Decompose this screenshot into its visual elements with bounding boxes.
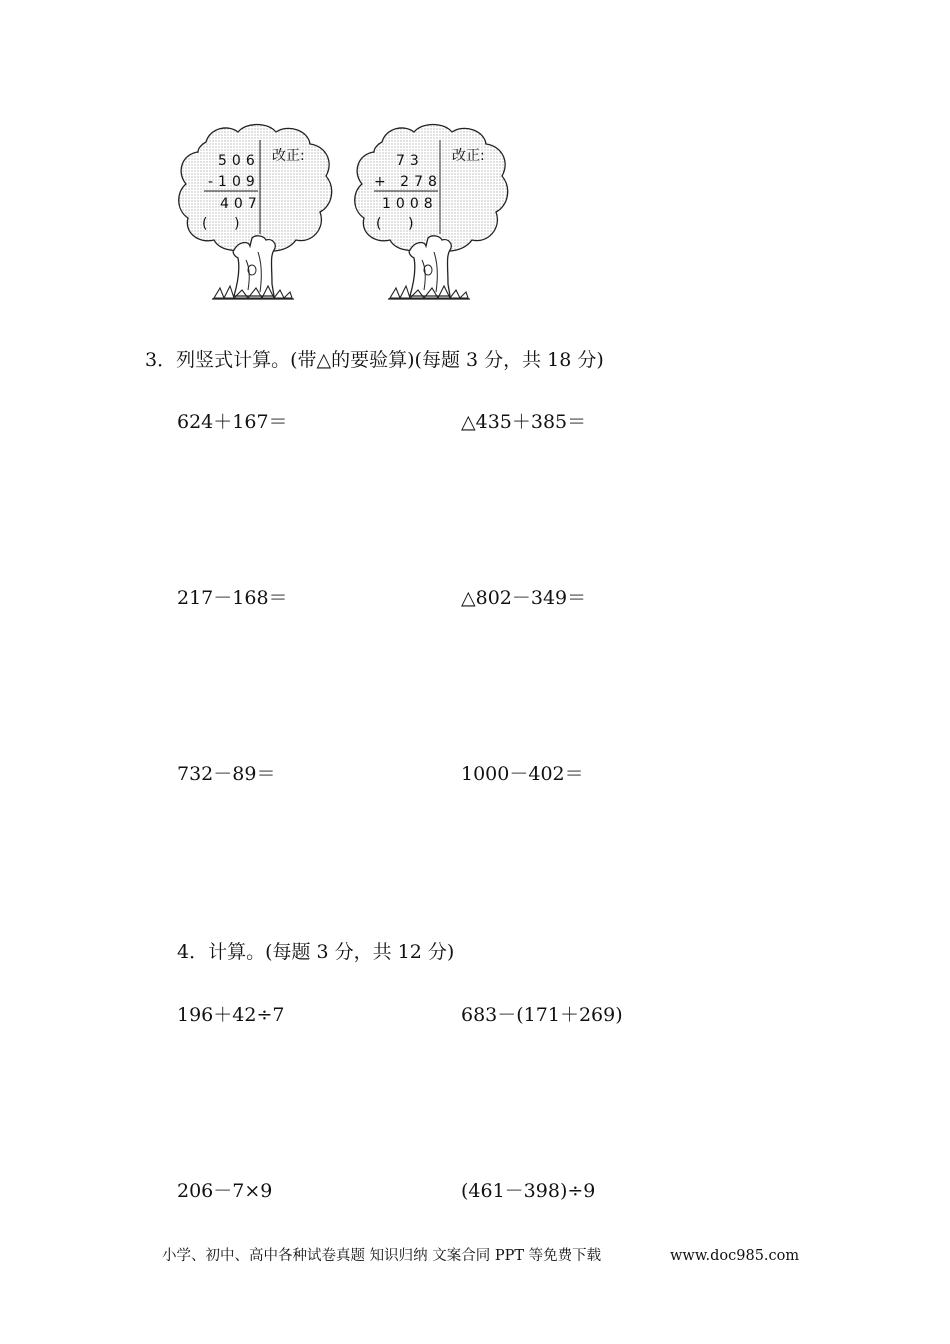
footer-url[interactable]: www.doc985.com xyxy=(670,1248,800,1264)
tree2-num1: 73 xyxy=(396,153,424,169)
s3-problem-3: 217－168＝ xyxy=(177,587,288,609)
tree1-result: 407 xyxy=(220,196,262,212)
s3-problem-6: 1000－402＝ xyxy=(461,763,584,785)
tree2-blank: ( ) xyxy=(376,216,414,232)
s4-problem-4: (461－398)÷9 xyxy=(461,1180,596,1202)
s3-problem-5: 732－89＝ xyxy=(177,763,276,785)
tree2-correction-label: 改正: xyxy=(452,148,485,164)
tree1-num2: -109 xyxy=(208,174,260,190)
s3-problem-1: 624＋167＝ xyxy=(177,411,288,433)
s4-problem-1: 196＋42÷7 xyxy=(177,1004,285,1026)
tree-problem-2 xyxy=(352,122,512,307)
s3-problem-2: △435＋385＝ xyxy=(461,411,587,433)
tree-problem-1 xyxy=(176,122,336,307)
tree2-result: 1008 xyxy=(382,196,438,212)
tree-illustration xyxy=(176,122,336,307)
tree1-blank: ( ) xyxy=(202,216,240,232)
s4-problem-2: 683－(171＋269) xyxy=(461,1004,623,1026)
tree1-num1: 506 xyxy=(218,153,260,169)
tree1-correction-label: 改正: xyxy=(272,148,305,164)
s3-problem-4: △802－349＝ xyxy=(461,587,587,609)
footer-text: 小学、初中、高中各种试卷真题 知识归纳 文案合同 PPT 等免费下载 xyxy=(162,1248,602,1264)
s4-problem-3: 206－7×9 xyxy=(177,1180,273,1202)
section3-heading: 3．列竖式计算。(带△的要验算)(每题 3 分，共 18 分) xyxy=(145,349,604,371)
tree-illustration xyxy=(352,122,512,307)
section4-heading: 4．计算。(每题 3 分，共 12 分) xyxy=(177,941,455,963)
tree2-num2: + 278 xyxy=(374,174,442,190)
